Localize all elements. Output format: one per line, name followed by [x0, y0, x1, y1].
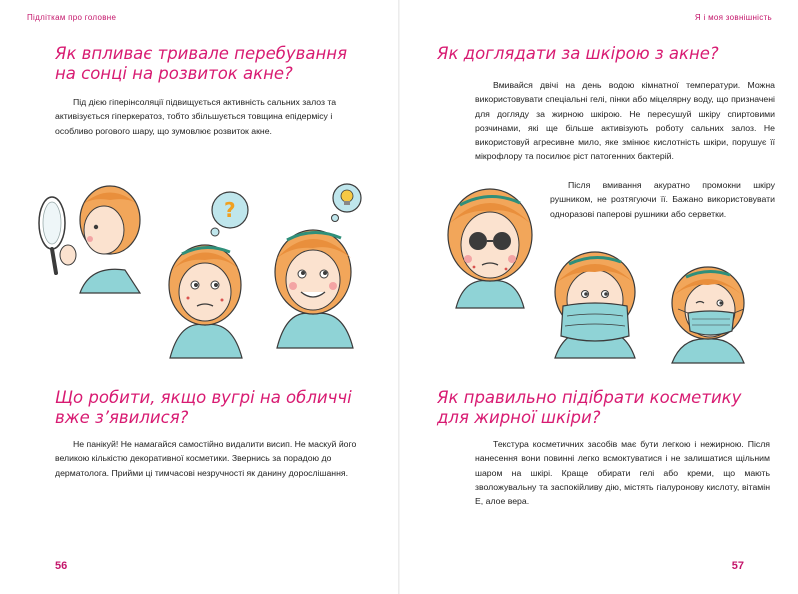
- right-section2-paragraph: Текстура косметичних засобів має бути легкою і нежирною. Після нанесення вони повинні легко всмоктуватися і не залишатися щільним шаром на шкірі. Краще обирати гелі або креми, що мають зволожувальну та заспокійливу дію, містять гіалуронову кислоту, вітамін Е, алое вера.: [475, 439, 770, 507]
- svg-text:?: ?: [224, 198, 236, 222]
- right-section2-body: [475, 437, 770, 508]
- left-running-header: Підліткам про головне: [27, 13, 117, 22]
- question-girl-icon: [160, 190, 255, 360]
- left-section2-body: [55, 437, 360, 480]
- left-section2-title-line1: Що робити, якщо вугрі на обличчі: [55, 388, 352, 407]
- scarf-girl-icon: [545, 250, 645, 360]
- right-section2-title-line1: Як правильно підібрати косметику: [437, 388, 742, 407]
- left-section1-body: [55, 95, 365, 138]
- right-running-header: Я і моя зовнішність: [694, 13, 772, 22]
- right-section1-paragraph2: Після вмивання акуратно промокни шкіру рушником, не розтягуючи її. Бажано використовувати одноразові паперові рушники або серветки.: [550, 180, 775, 219]
- left-section2-title: [55, 388, 375, 428]
- question-bubble-icon: [211, 192, 248, 236]
- right-section1-title-text: Як доглядати за шкірою з акне?: [437, 44, 719, 63]
- left-page-number: 56: [55, 560, 68, 572]
- right-section2-title: [437, 388, 767, 428]
- mask-girl-icon: [660, 265, 755, 365]
- sunglasses-girl-icon: [438, 185, 538, 310]
- right-section1-body2: [550, 178, 775, 221]
- right-section2-title-line2: для жирної шкіри?: [437, 408, 601, 427]
- left-section2-paragraph: Не панікуй! Не намагайся самостійно видалити висип. Не маскуй його великою кількістю декоративної косметики. Звернись за порадою до дерматолога. Прийми ці тимчасові незручності як данину дорослішання.: [55, 439, 357, 478]
- mirror-girl-icon: [30, 175, 150, 295]
- right-section1-title: [437, 44, 767, 64]
- left-section1-title-line1: Як впливає тривале перебування: [55, 44, 348, 63]
- idea-girl-icon: [265, 180, 365, 350]
- right-section1-body: [475, 78, 775, 164]
- idea-bubble-icon: [332, 184, 362, 222]
- page-gutter: [398, 0, 400, 594]
- left-section1-paragraph: Під дією гіперінсоляції підвищується активність сальних залоз та активізується гіперкератоз, тобто збільшується товщина епідермісу і особливо рогового шару, що зумовлює розвиток акне.: [55, 97, 337, 136]
- right-section1-paragraph1: Вмивайся двічі на день водою кімнатної температури. Можна використовувати спеціальні гелі, пінки або міцелярну воду, що призначені для догляду за жирною шкірою. Не пересушуй шкіру спиртовими розчинами, які ще більше активізують роботу сальних залоз. Не використовуй агресивне мило, яке змінює кислотність шкіри, порушує її мікрофлору та посилює ріст патогенних бактерій.: [475, 80, 775, 162]
- left-section2-title-line2: вже з’явилися?: [55, 408, 189, 427]
- right-page-number: 57: [731, 560, 744, 572]
- left-section1-title: [55, 44, 375, 84]
- left-section1-title-line2: на сонці на розвиток акне?: [55, 64, 293, 83]
